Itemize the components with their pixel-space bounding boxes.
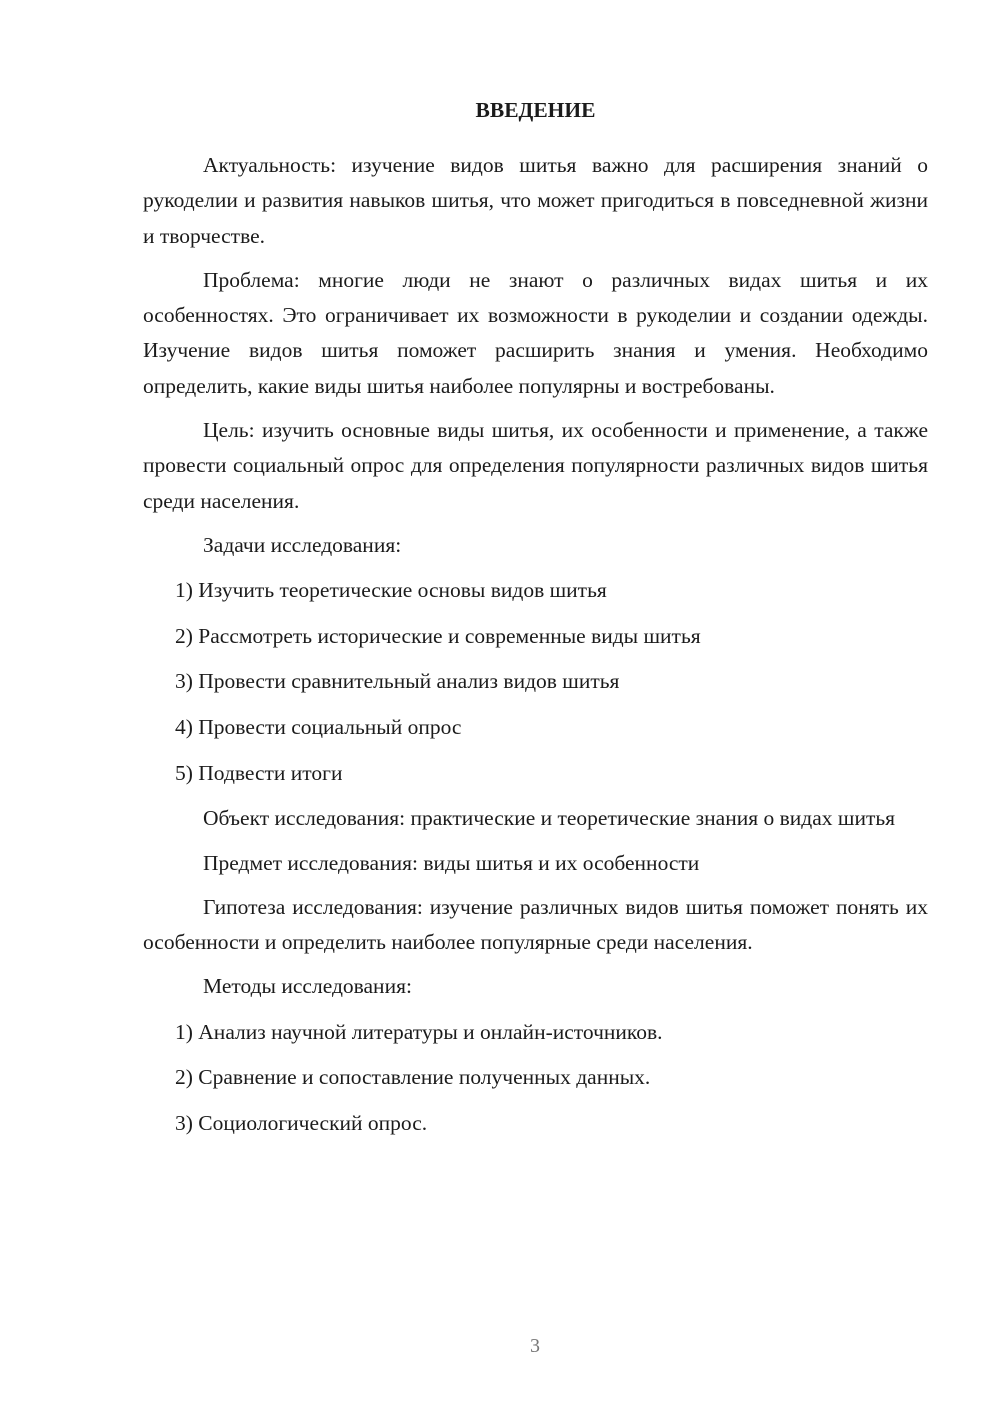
object-paragraph: Объект исследования: практические и теоретические знания о видах шитья xyxy=(203,806,896,831)
list-item: 4) Провести социальный опрос xyxy=(175,715,462,740)
page-number: 3 xyxy=(530,1335,540,1357)
list-item: 3) Провести сравнительный анализ видов шитья xyxy=(175,669,620,694)
hypothesis-paragraph: Гипотеза исследования: изучение различных видов шитья поможет понять их особенности и определить наиболее популярные среди населения. xyxy=(143,894,928,955)
list-item: 1) Анализ научной литературы и онлайн-источников. xyxy=(175,1019,663,1044)
list-item: 5) Подвести итоги xyxy=(175,760,343,785)
tasks-list xyxy=(143,573,928,791)
methods-list xyxy=(143,1015,928,1141)
section-title: ВВЕДЕНИЕ xyxy=(475,98,596,122)
tasks-heading: Задачи исследования: xyxy=(203,532,402,557)
methods-heading: Методы исследования: xyxy=(203,974,412,999)
goal-paragraph: Цель: изучить основные виды шитья, их особенности и применение, а также провести социальный опрос для определения популярности различных видов шитья среди населения. xyxy=(143,418,928,513)
relevance-paragraph: Актуальность: изучение видов шитья важно для расширения знаний о рукоделии и развития навыков шитья, что может пригодиться в повседневной жизни и творчестве. xyxy=(143,153,928,248)
list-item: 2) Сравнение и сопоставление полученных данных. xyxy=(175,1065,651,1090)
problem-paragraph: Проблема: многие люди не знают о различных видах шитья и их особенностях. Это ограничивает их возможности в рукоделии и создании одежды. Изучение видов шитья поможет расширить знания и умения. Необходимо определить, какие виды шитья наиболее популярны и востребованы. xyxy=(143,267,928,398)
document-page xyxy=(143,92,928,1152)
list-item: 2) Рассмотреть исторические и современные виды шитья xyxy=(175,623,701,648)
list-item: 3) Социологический опрос. xyxy=(175,1110,428,1135)
list-item: 1) Изучить теоретические основы видов шитья xyxy=(175,578,607,603)
subject-paragraph: Предмет исследования: виды шитья и их особенности xyxy=(203,850,700,875)
